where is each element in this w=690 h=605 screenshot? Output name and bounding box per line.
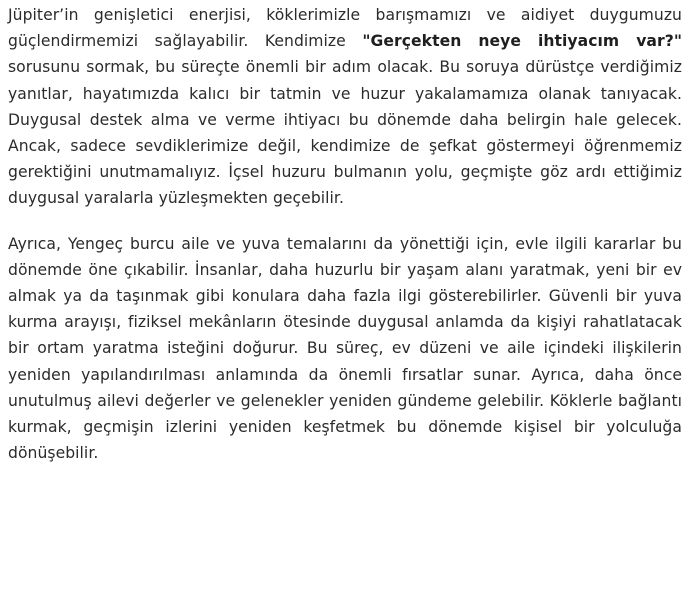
paragraph-home-family — [8, 231, 682, 467]
article-body — [8, 2, 682, 485]
highlighted-question: "Gerçekten neye ihtiyacım var?" — [362, 32, 682, 51]
paragraph-1-body-text: sorusunu sormak, bu süreçte önemli bir adım olacak. Bu soruya dürüstçe verdiğimiz yanıtlar, hayatımızda kalıcı bir tatmin ve huzur yakalamamıza olanak tanıyacak. Duygusal destek alma ve verme ihtiyacı bu dönemde daha belirgin hale gelecek. Ancak, sadece sevdiklerimize değil, kendimize de şefkat göstermeyi öğrenmemiz gerektiğini unutmamalıyız. İçsel huzuru bulmanın yolu, geçmişte göz ardı ettiğimiz duygusal yaralarla yüzleşmekten geçebilir. — [8, 58, 682, 208]
paragraph-jupiter-energy — [8, 2, 682, 212]
paragraph-1-intro-text: Jüpiter’in genişletici enerjisi, köklerimizle barışmamızı ve aidiyet duygumuzu güçlendirmemizi sağlayabilir. Kendimize — [8, 6, 682, 51]
paragraph-2-body-text: Ayrıca, Yengeç burcu aile ve yuva temalarını da yönettiği için, evle ilgili kararlar bu dönemde öne çıkabilir. İnsanlar, daha huzurlu bir yaşam alanı yaratmak, yeni bir ev almak ya da taşınmak gibi konulara daha fazla ilgi gösterebilirler. Güvenli bir yuva kurma arayışı, fiziksel mekânların ötesinde duygusal anlamda da kişiyi rahatlatacak bir ortam yaratma isteğini doğurur. Bu süreç, ev düzeni ve aile içindeki ilişkilerin yeniden yapılandırılması anlamında da önemli fırsatlar sunar. Ayrıca, daha önce unutulmuş ailevi değerler ve gelenekler yeniden gündeme gelebilir. Köklerle bağlantı kurmak, geçmişin izlerini yeniden keşfetmek bu dönemde kişisel bir yolculuğa dönüşebilir. — [8, 234, 682, 463]
